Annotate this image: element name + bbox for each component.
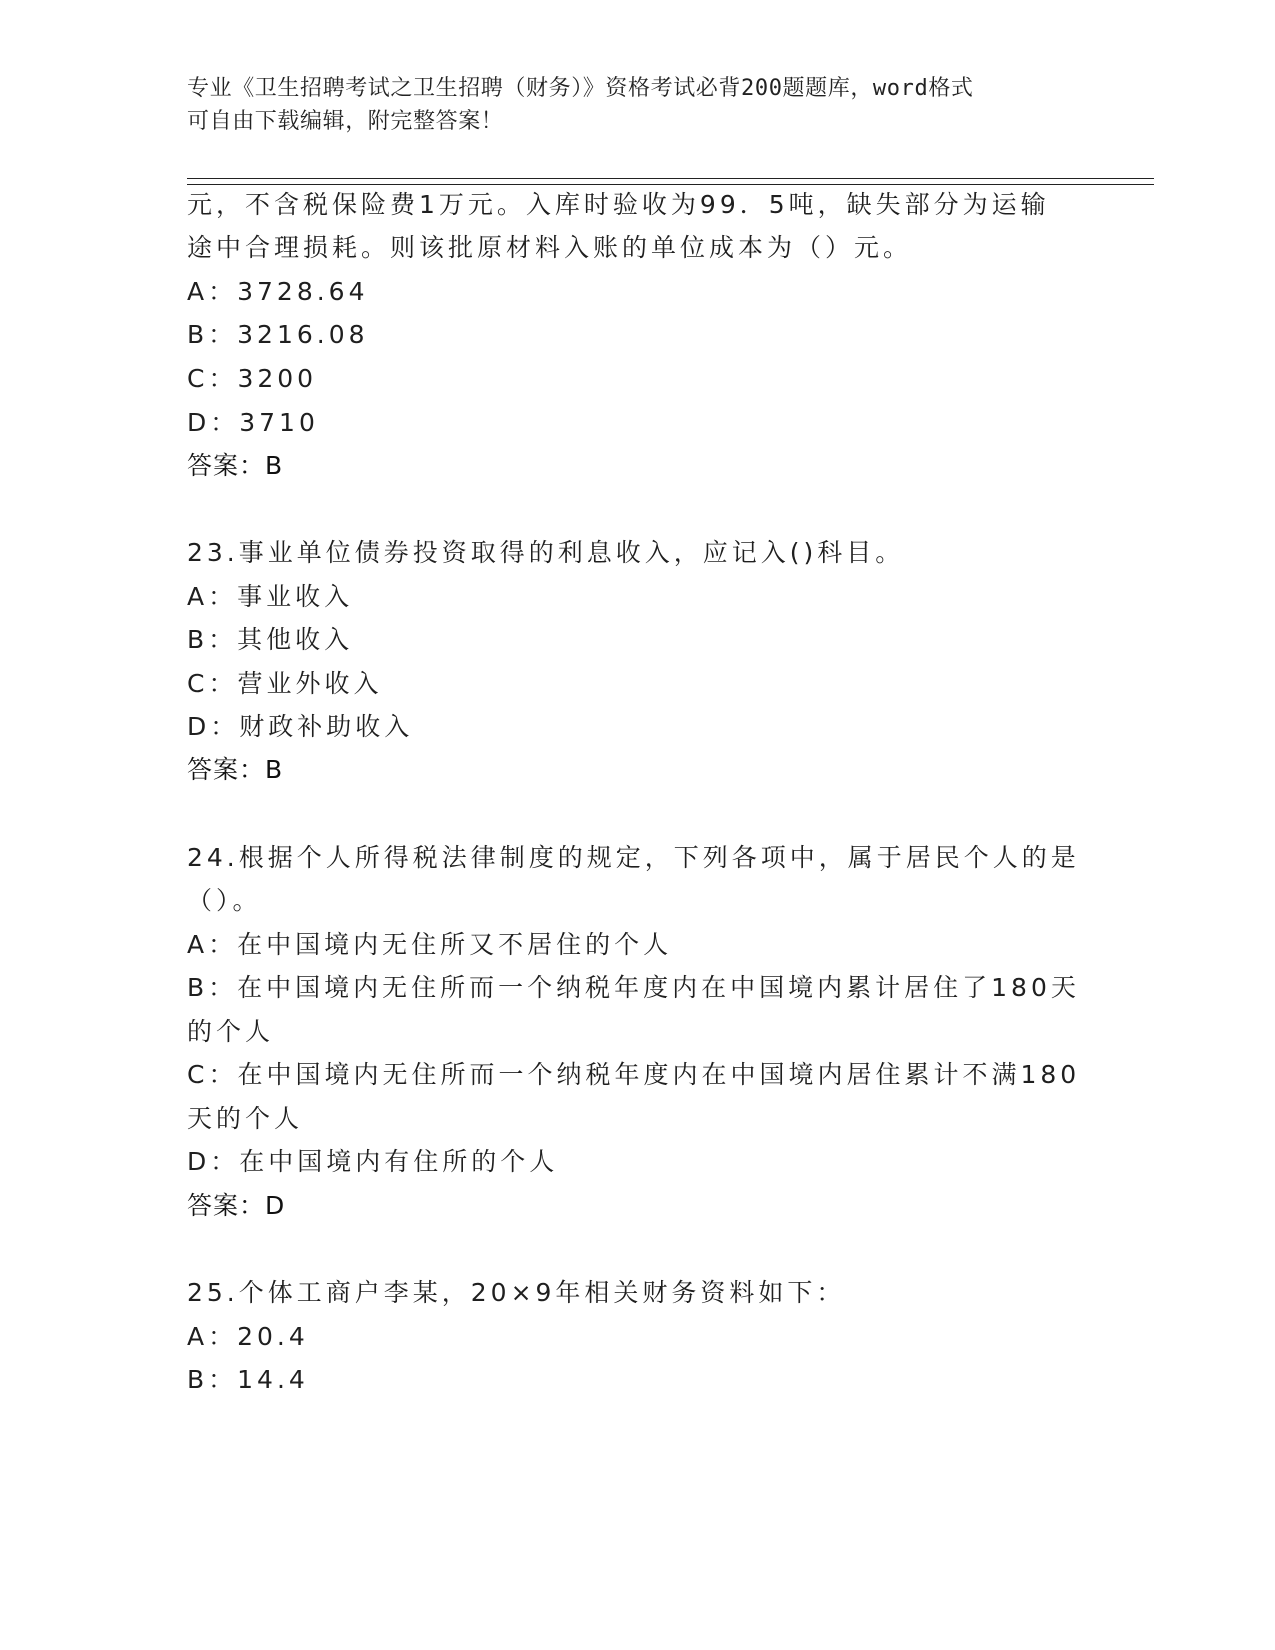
q22-option-a: A：3728.64 [187,277,369,306]
q24-option-b-line-1: B：在中国境内无住所而一个纳税年度内在中国境内累计居住了180天 [187,973,1080,1002]
q22-answer: 答案：B [187,451,284,480]
q24-stem-2: （）。 [187,886,262,915]
q23-option-c: C：营业外收入 [187,669,383,698]
q22-stem-continued-2: 途中合理损耗。则该批原材料入账的单位成本为（）元。 [187,233,913,262]
header-title-line: 专业《卫生招聘考试之卫生招聘（财务）》资格考试必背200题题库，word格式 [187,76,974,101]
q22-option-d: D：3710 [187,408,319,437]
q24-option-a: A：在中国境内无住所又不居住的个人 [187,930,673,959]
q22-option-c: C：3200 [187,364,318,393]
q23-answer: 答案：B [187,755,284,784]
q24-option-c-line-1: C：在中国境内无住所而一个纳税年度内在中国境内居住累计不满180 [187,1060,1081,1089]
document-header [187,72,1067,138]
header-rule-top [187,178,1154,179]
q25-option-a: A：20.4 [187,1322,309,1351]
q23-stem: 23.事业单位债券投资取得的利息收入，应记入()科目。 [187,538,905,567]
q24-option-d: D：在中国境内有住所的个人 [187,1147,559,1176]
q24-answer: 答案：D [187,1191,286,1220]
q25-stem: 25.个体工商户李某，20×9年相关财务资料如下： [187,1278,846,1307]
q22-stem-continued-1: 元，不含税保险费1万元。入库时验收为99．5吨，缺失部分为运输 [187,190,1050,219]
q22-option-b: B：3216.08 [187,320,369,349]
header-subtitle-line: 可自由下载编辑，附完整答案！ [187,109,504,134]
header-rule-bottom [187,184,1154,185]
q25-option-b: B：14.4 [187,1365,309,1394]
q24-option-b-line-2: 的个人 [187,1017,275,1046]
q24-option-c-line-2: 天的个人 [187,1104,304,1133]
q23-option-d: D：财政补助收入 [187,712,414,741]
q24-stem-1: 24.根据个人所得税法律制度的规定，下列各项中，属于居民个人的是 [187,843,1080,872]
q23-option-b: B：其他收入 [187,625,354,654]
q23-option-a: A：事业收入 [187,582,354,611]
